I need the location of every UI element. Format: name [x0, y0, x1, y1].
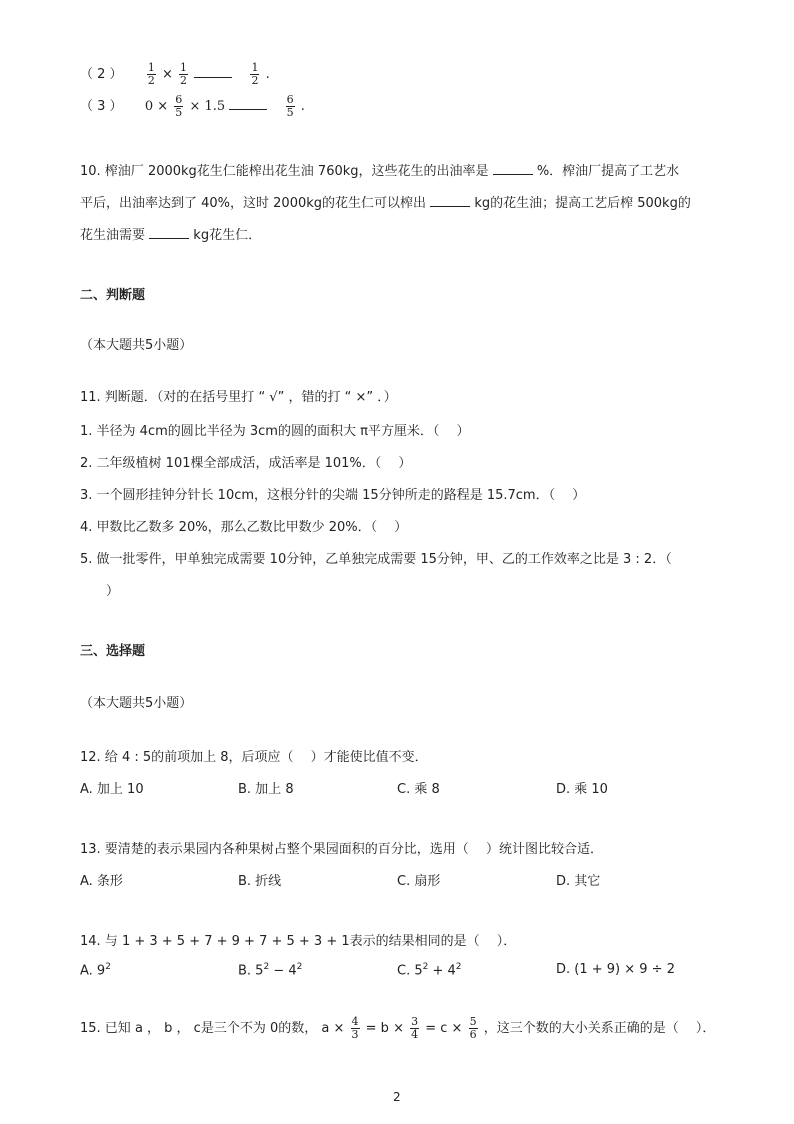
section-2-note: （本大题共5小题） — [80, 338, 193, 353]
q14-option-d[interactable]: D. (1 + 9) × 9 ÷ 2 — [556, 962, 675, 977]
q12-option-a[interactable]: A. 加上 10 — [80, 782, 144, 797]
answer-blank[interactable] — [430, 206, 470, 207]
q12-option-b[interactable]: B. 加上 8 — [238, 782, 294, 797]
section-3-title: 三、选择题 — [80, 644, 146, 659]
q14-option-b[interactable]: B. $5^2 - 4^2$ — [238, 962, 303, 979]
subq-3: （ 3 ） 0 × $\frac{6}{5}$ × 1.5 $\frac{6}{5}$ . — [80, 93, 305, 119]
q11-stem: 11. 判断题．（对的在括号里打 “ √” ，错的打 “ ×” ．） — [80, 390, 397, 405]
answer-blank[interactable] — [149, 238, 189, 239]
q13-option-c[interactable]: C. 扇形 — [397, 874, 441, 889]
q14-option-a[interactable]: A. $9^2$ — [80, 962, 111, 979]
judge-item-cont: ） — [106, 584, 120, 599]
answer-blank[interactable] — [194, 77, 232, 78]
page-number: 2 — [393, 1090, 401, 1104]
subq-2-label: （ 2 ） — [80, 67, 123, 82]
fraction: $\frac{5}{6}$ — [469, 1015, 477, 1041]
q12-option-d[interactable]: D. 乘 10 — [556, 782, 608, 797]
q10-line2: 平后，出油率达到了 40%，这时 2000kg的花生仁可以榨出 kg的花生油；提高工艺后榨 500kg的 — [80, 196, 691, 211]
answer-blank[interactable] — [493, 174, 533, 175]
fraction: $\frac{1}{2}$ — [147, 61, 155, 87]
subq-2: （ 2 ） $\frac{1}{2}$ × $\frac{1}{2}$ $\frac{1}{2}$ . — [80, 61, 270, 87]
fraction: $\frac{3}{4}$ — [411, 1015, 419, 1041]
judge-item: 2. 二年级植树 101棵全部成活，成活率是 101%．（ ） — [80, 456, 412, 471]
section-3-note: （本大题共5小题） — [80, 696, 193, 711]
fraction: $\frac{6}{5}$ — [286, 93, 294, 119]
q13-option-a[interactable]: A. 条形 — [80, 874, 123, 889]
q13-option-b[interactable]: B. 折线 — [238, 874, 282, 889]
subq-3-label: （ 3 ） — [80, 99, 123, 114]
fraction: $\frac{1}{2}$ — [251, 61, 259, 87]
answer-blank[interactable] — [229, 109, 267, 110]
fraction: $\frac{4}{3}$ — [351, 1015, 359, 1041]
fraction: $\frac{6}{5}$ — [175, 93, 183, 119]
q13-option-d[interactable]: D. 其它 — [556, 874, 601, 889]
section-2-title: 二、判断题 — [80, 288, 146, 303]
judge-item: 4. 甲数比乙数多 20%，那么乙数比甲数少 20%．（ ） — [80, 520, 408, 535]
judge-item: 5. 做一批零件，甲单独完成需要 10分钟，乙单独完成需要 15分钟，甲、乙的工作效率之比是 3 : 2．（ — [80, 552, 672, 567]
q14-option-c[interactable]: C. $5^2 + 4^2$ — [397, 962, 462, 979]
fraction: $\frac{1}{2}$ — [180, 61, 188, 87]
q14-stem: 14. 与 1 + 3 + 5 + 7 + 9 + 7 + 5 + 3 + 1表示的结果相同的是（ ）． — [80, 934, 517, 949]
judge-item: 3. 一个圆形挂钟分针长 10cm，这根分针的尖端 15分钟所走的路程是 15.7cm．（ ） — [80, 488, 586, 503]
q15-stem: 15. 已知 a ， b ， c是三个不为 0的数， a × $\frac{4}{3}$ = b × $\frac{3}{4}$ = c × $\frac{5}{6}$ ，这三个数的大小关系正确的是（ ）． — [80, 1015, 716, 1041]
q10-line1: 10. 榨油厂 2000kg花生仁能榨出花生油 760kg，这些花生的出油率是 %．榨油厂提高了工艺水 — [80, 164, 680, 179]
q12-option-c[interactable]: C. 乘 8 — [397, 782, 440, 797]
q13-stem: 13. 要清楚的表示果园内各种果树占整个果园面积的百分比，选用（ ）统计图比较合适． — [80, 842, 603, 857]
q12-stem: 12. 给 4 : 5的前项加上 8，后项应（ ）才能使比值不变． — [80, 750, 428, 765]
q10-line3: 花生油需要 kg花生仁． — [80, 228, 262, 243]
judge-item: 1. 半径为 4cm的圆比半径为 3cm的圆的面积大 π平方厘米．（ ） — [80, 424, 470, 439]
